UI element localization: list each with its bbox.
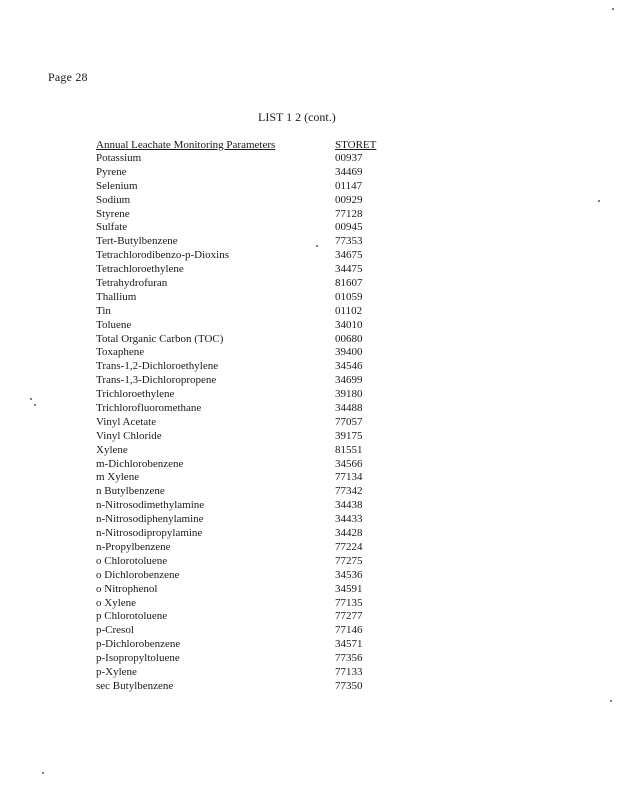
storet-code: 01102 — [335, 304, 363, 317]
table-row — [96, 402, 396, 416]
table-row — [96, 499, 396, 513]
storet-code: 77133 — [335, 665, 363, 678]
table-row — [96, 638, 396, 652]
parameter-name: n-Nitrosodipropylamine — [96, 527, 203, 540]
parameter-name: Potassium — [96, 152, 142, 164]
storet-code: 77356 — [335, 652, 363, 665]
parameter-name: m Xylene — [96, 471, 140, 484]
parameter-name: Trichloroethylene — [96, 388, 175, 401]
table-row — [96, 583, 396, 597]
parameter-name: Xylene — [96, 443, 128, 456]
table-row — [96, 208, 396, 222]
storet-code: 00680 — [335, 332, 363, 345]
storet-column-header: STORET — [335, 139, 377, 151]
table-row — [96, 263, 396, 277]
parameter-name: Trans-1,2-Dichloroethylene — [96, 360, 219, 373]
table-row — [96, 666, 396, 680]
table-row — [96, 152, 396, 166]
table-row — [96, 277, 396, 291]
parameter-name: Sulfate — [96, 221, 128, 234]
parameter-name: n-Nitrosodimethylamine — [96, 499, 205, 512]
parameter-name: o Nitrophenol — [96, 582, 158, 595]
table-row — [96, 249, 396, 263]
table-row — [96, 555, 396, 569]
storet-code: 77275 — [335, 554, 363, 567]
table-row — [96, 444, 396, 458]
storet-code: 34566 — [335, 457, 363, 470]
table-row — [96, 291, 396, 305]
scan-speck — [42, 772, 44, 774]
list-title: LIST 1 2 (cont.) — [258, 110, 336, 124]
storet-code: 34433 — [335, 513, 363, 526]
table-row — [96, 471, 396, 485]
storet-code: 77277 — [335, 610, 363, 623]
storet-code: 81607 — [335, 277, 363, 290]
parameter-name: Tetrahydrofuran — [96, 277, 168, 290]
parameter-name: Tetrachlorodibenzo-p-Dioxins — [96, 249, 230, 262]
storet-code: 77350 — [335, 679, 363, 692]
parameter-name: Toluene — [96, 318, 132, 331]
scan-speck — [30, 398, 32, 400]
storet-code: 77128 — [335, 207, 363, 220]
parameter-name: Total Organic Carbon (TOC) — [96, 332, 224, 345]
storet-code: 39180 — [335, 388, 363, 401]
table-row — [96, 652, 396, 666]
table-row — [96, 597, 396, 611]
storet-code: 00945 — [335, 221, 363, 234]
table-row — [96, 485, 396, 499]
storet-code: 77146 — [335, 624, 363, 637]
table-row — [96, 166, 396, 180]
table-row — [96, 680, 396, 694]
storet-code: 39400 — [335, 346, 363, 359]
table-row — [96, 333, 396, 347]
parameter-column-header: Annual Leachate Monitoring Parameters — [96, 139, 276, 151]
parameter-name: p-Dichlorobenzene — [96, 638, 181, 651]
storet-code: 34469 — [335, 165, 363, 178]
storet-code: 77057 — [335, 415, 363, 428]
table-row — [96, 346, 396, 360]
storet-code: 34438 — [335, 499, 363, 512]
scan-speck — [612, 8, 614, 10]
storet-code: 00929 — [335, 193, 363, 206]
parameter-name: Selenium — [96, 179, 138, 192]
storet-code: 81551 — [335, 443, 363, 456]
parameter-name: Vinyl Chloride — [96, 429, 162, 442]
parameter-name: p Chlorotoluene — [96, 610, 168, 623]
table-row — [96, 430, 396, 444]
parameter-name: sec Butylbenzene — [96, 679, 174, 692]
scan-speck — [316, 245, 318, 247]
parameter-name: Tert-Butylbenzene — [96, 235, 178, 248]
storet-code: 77135 — [335, 596, 363, 609]
table-row — [96, 305, 396, 319]
storet-code: 34546 — [335, 360, 363, 373]
parameter-name: m-Dichlorobenzene — [96, 457, 184, 470]
table-row — [96, 235, 396, 249]
parameter-name: Styrene — [96, 207, 130, 220]
parameter-name: Thallium — [96, 290, 137, 303]
storet-code: 01059 — [335, 290, 363, 303]
table-row — [96, 541, 396, 555]
storet-code: 00937 — [335, 152, 363, 164]
table-row — [96, 180, 396, 194]
parameter-name: p-Cresol — [96, 624, 134, 637]
parameters-table — [96, 138, 396, 694]
table-row — [96, 569, 396, 583]
storet-code: 77224 — [335, 540, 363, 553]
storet-code: 34010 — [335, 318, 363, 331]
table-row — [96, 374, 396, 388]
storet-code: 39175 — [335, 429, 363, 442]
storet-code: 34475 — [335, 263, 363, 276]
parameter-name: n-Propylbenzene — [96, 540, 171, 553]
scan-speck — [34, 404, 36, 406]
storet-code: 77134 — [335, 471, 363, 484]
parameter-name: Tetrachloroethylene — [96, 263, 184, 276]
table-row — [96, 388, 396, 402]
storet-code: 77342 — [335, 485, 363, 498]
parameter-name: Sodium — [96, 193, 131, 206]
table-row — [96, 416, 396, 430]
parameter-name: o Xylene — [96, 596, 137, 609]
table-row — [96, 513, 396, 527]
page-number: Page 28 — [48, 70, 88, 84]
table-row — [96, 610, 396, 624]
parameter-name: p-Xylene — [96, 665, 137, 678]
storet-code: 34571 — [335, 638, 363, 651]
storet-code: 34675 — [335, 249, 363, 262]
table-row — [96, 194, 396, 208]
storet-code: 34488 — [335, 402, 363, 415]
storet-code: 77353 — [335, 235, 363, 248]
parameter-name: n Butylbenzene — [96, 485, 165, 498]
table-row — [96, 319, 396, 333]
parameter-name: Trichlorofluoromethane — [96, 402, 202, 415]
storet-code: 34699 — [335, 374, 363, 387]
parameter-name: o Chlorotoluene — [96, 554, 168, 567]
parameter-name: Toxaphene — [96, 346, 145, 359]
table-row — [96, 458, 396, 472]
table-row — [96, 527, 396, 541]
parameter-name: o Dichlorobenzene — [96, 568, 180, 581]
table-body — [96, 152, 396, 694]
scan-speck — [610, 700, 612, 702]
parameter-name: Tin — [96, 304, 111, 317]
storet-code: 34536 — [335, 568, 363, 581]
parameter-name: n-Nitrosodiphenylamine — [96, 513, 204, 526]
table-header-row — [96, 138, 396, 152]
table-row — [96, 624, 396, 638]
parameter-name: Pyrene — [96, 165, 127, 178]
table-row — [96, 221, 396, 235]
scan-speck — [598, 200, 600, 202]
storet-code: 34428 — [335, 527, 363, 540]
parameter-name: Vinyl Acetate — [96, 415, 157, 428]
storet-code: 01147 — [335, 179, 363, 192]
parameter-name: p-Isopropyltoluene — [96, 652, 180, 665]
table-row — [96, 360, 396, 374]
storet-code: 34591 — [335, 582, 363, 595]
parameter-name: Trans-1,3-Dichloropropene — [96, 374, 217, 387]
